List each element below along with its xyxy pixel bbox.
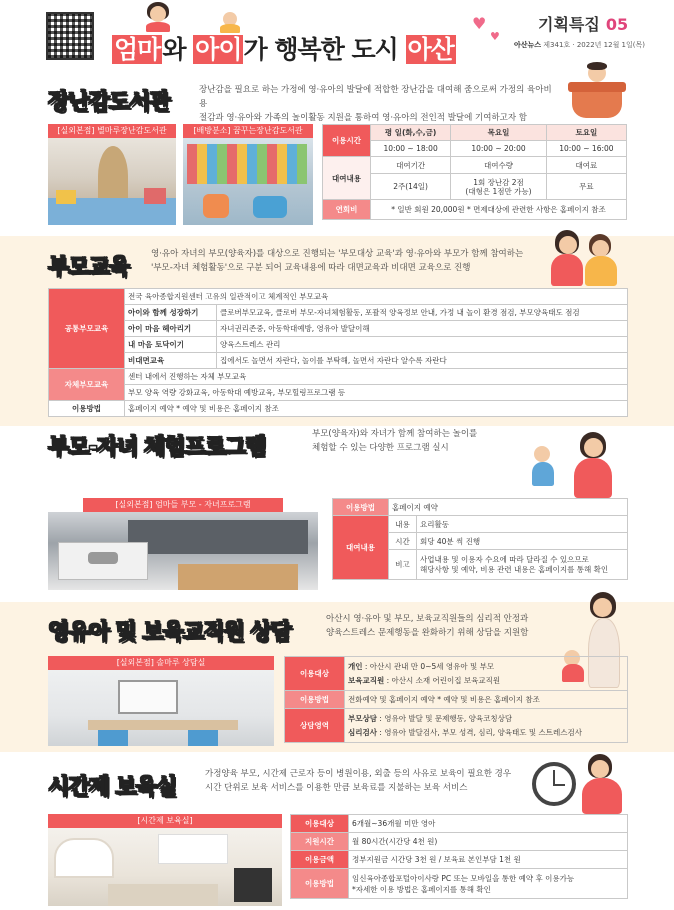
photo-caption: [실외본점] 솔마루 상담실	[48, 656, 274, 670]
daycare-key: 지원시간	[291, 833, 349, 851]
baby-illustration	[215, 10, 245, 34]
section-title-program: 부모-자녀 체험프로그램	[48, 435, 266, 460]
parent-edu-description	[151, 247, 531, 275]
section-title-counsel: 영유아 및 보육교직원 상담	[48, 620, 291, 645]
rent-fee-label: 대여료	[546, 157, 626, 174]
target-key: 개인	[348, 661, 363, 671]
photo-daycare	[48, 814, 282, 906]
rent-period-value: 2주(14일)	[371, 174, 451, 200]
common-edu-label: 공통부모교육	[49, 289, 125, 369]
mom-illustration	[143, 0, 173, 30]
desc-line: 절감과 영·유아와 가족의 놀이활동 지원을 통하여 영·유아의 전인적 발달에 기여하고자 함	[199, 113, 528, 123]
program-use-text: 홈페이지 예약	[389, 499, 628, 516]
clock-illustration	[530, 754, 628, 814]
program-table	[332, 498, 628, 580]
desc-line: 아산시 영·유아 및 부모, 보육교직원들의 심리적 안정과	[326, 614, 529, 624]
daycare-key: 이용방법	[291, 869, 349, 899]
issue-date: 제341호 · 2022년 12월 1일(목)	[543, 41, 645, 49]
target-value: : 아산시 소재 어린이집 보육교직원	[384, 675, 501, 685]
daycare-value: 6개월~36개월 미만 영아	[349, 815, 628, 833]
daycare-value: 임신육아종합포털아이사랑 PC 또는 모바일을 통한 예약 후 이용가능 *자세한 이용 방법은 홈페이지를 통해 확인	[349, 869, 628, 899]
desc-line: 장난감을 필요로 하는 가정에 영·유아의 발달에 적합한 장난감을 대여해 줌으로써 가정의 육아비용	[199, 85, 552, 109]
edu-text: 집에서도 놀면서 자란다, 놀이를 부탁해, 놀면서 자란다 알수록 자란다	[217, 353, 628, 369]
counsel-area-text	[345, 709, 628, 743]
desc-line: 체험할 수 있는 다양한 프로그램 실시	[312, 443, 449, 453]
section-title-daycare: 시간제 보육실	[48, 775, 177, 800]
title-part-child: 아이	[195, 35, 242, 64]
common-edu-intro: 전국 육아종합지원센터 고유의 일관적이고 체계적인 부모교육	[125, 289, 628, 305]
use-method-label: 이용방법	[49, 401, 125, 417]
daycare-key: 이용금액	[291, 851, 349, 869]
use-method-text: 홈페이지 예약 * 예약 및 비용은 홈페이지 참조	[125, 401, 628, 417]
desc-line: 영·유아 자녀의 부모(양육자)를 대상으로 진행되는 '부모대상 교육'과 영·유아와 부모가 함께 참여하는	[151, 249, 524, 259]
daycare-value: 월 80시간(시간당 4천 원)	[349, 833, 628, 851]
edu-name: 비대면교육	[125, 353, 217, 369]
counsel-target-line	[348, 674, 624, 688]
photo-caption: [실외본점] 엄마들 부모 - 자녀프로그램	[83, 498, 283, 512]
special-feature-label	[538, 12, 628, 35]
page-title	[112, 30, 456, 66]
rent-fee-value: 무료	[546, 174, 626, 200]
counsel-table	[284, 656, 628, 743]
page-number: 05	[605, 15, 629, 34]
special-label: 기획특집	[538, 15, 600, 34]
program-value: 요리활동	[417, 516, 628, 533]
counsel-area-label: 상담영역	[285, 709, 345, 743]
title-part-mom: 엄마	[114, 35, 161, 64]
area-key: 부모상담	[348, 713, 377, 723]
hours-saturday: 10:00 ~ 16:00	[546, 141, 626, 157]
program-key: 내용	[389, 516, 417, 533]
row-label-rent: 대여내용	[323, 157, 371, 200]
title-part-asan: 아산	[407, 35, 454, 64]
edu-text: 클로버부모교육, 클로버 부모-자녀체험활동, 포괄적 양육정보 안내, 가정 내 놀이 환경 점검, 부모양육태도 점검	[217, 305, 628, 321]
col-header-saturday: 토요일	[546, 125, 626, 141]
daycare-description	[205, 767, 525, 795]
rent-period-label: 대여기간	[371, 157, 451, 174]
program-key: 시간	[389, 533, 417, 550]
edu-name: 아이 마음 헤아리기	[125, 321, 217, 337]
desc-line: 부모(양육자)와 자녀가 함께 참여하는 놀이를	[312, 429, 478, 439]
title-part-and: 와	[162, 35, 194, 64]
photo-counsel-room	[48, 656, 274, 746]
hours-weekday: 10:00 ~ 18:00	[371, 141, 451, 157]
area-value: : 영유아 발달 및 문제행동, 양육코칭상담	[376, 713, 513, 723]
col-header-weekday: 평 일(화,수,금)	[371, 125, 451, 141]
program-key: 비고	[389, 550, 417, 580]
row-label-fee: 연회비	[323, 200, 371, 220]
area-key: 심리검사	[348, 727, 377, 737]
parent-edu-table	[48, 288, 628, 417]
toy-library-description	[199, 83, 559, 125]
edu-text: 양육스트레스 관리	[217, 337, 628, 353]
photo-program	[48, 498, 318, 590]
rent-qty-value: 1회 장난감 2점 (대형은 1점만 가능)	[451, 174, 547, 200]
counsel-area-line	[348, 712, 624, 726]
edu-name: 아이와 함께 성장하기	[125, 305, 217, 321]
section-title-parent-edu: 부모교육	[48, 255, 130, 280]
hours-thursday: 10:00 ~ 20:00	[451, 141, 547, 157]
counsel-description	[326, 612, 556, 640]
counsel-target-label: 이용대상	[285, 657, 345, 691]
counsel-use-text: 전화예약 및 홈페이지 예약 * 예약 및 비용은 홈페이지 참조	[345, 691, 628, 709]
daycare-key: 이용대상	[291, 815, 349, 833]
program-content-label: 대여내용	[333, 516, 389, 580]
row-label-hours: 이용시간	[323, 125, 371, 157]
program-use-label: 이용방법	[333, 499, 389, 516]
rent-qty-label: 대여수량	[451, 157, 547, 174]
photo-toy-library-main	[48, 124, 176, 225]
counsel-area-line	[348, 726, 624, 740]
edu-text: 자녀권리존중, 아동학대예방, 영유아 발달이해	[217, 321, 628, 337]
toy-library-table	[322, 124, 627, 220]
self-edu-row: 부모 양육 역량 강화교육, 아동학대 예방교육, 부모힐링프로그램 등	[125, 385, 628, 401]
title-part-happy-city: 가 행복한 도시	[243, 35, 406, 64]
col-header-thursday: 목요일	[451, 125, 547, 141]
annual-fee-text: * 일반 회원 20,000원 * 면제대상에 관련한 사항은 홈페이지 참조	[371, 200, 627, 220]
daycare-value: 정부지원금 시간당 3천 원 / 보육료 본인부담 1천 원	[349, 851, 628, 869]
issue-info	[514, 40, 645, 50]
counsel-use-label: 이용방법	[285, 691, 345, 709]
section-title-toy-library: 장난감도서관	[48, 90, 170, 115]
target-value: : 아산시 관내 만 0~5세 영유아 및 부모	[362, 661, 495, 671]
photo-toy-library-branch	[183, 124, 313, 225]
photo-caption: [시간제 보육실]	[48, 814, 282, 828]
self-edu-row: 센터 내에서 진행하는 자체 부모교육	[125, 369, 628, 385]
photo-caption: [배방분소] 꿈꾸는장난감도서관	[183, 124, 313, 138]
edu-name: 내 마음 토닥이기	[125, 337, 217, 353]
mother-child-illustration	[532, 432, 628, 498]
counsel-target-text	[345, 657, 628, 691]
desc-line: 시간 단위로 보육 서비스를 이용한 만큼 보육료를 지불하는 보육 서비스	[205, 783, 468, 793]
program-description	[312, 427, 532, 455]
qr-code	[46, 12, 94, 60]
area-value: : 영유아 발달검사, 부모 성격, 심리, 양육태도 및 스트레스검사	[376, 727, 582, 737]
parents-illustration	[545, 228, 629, 288]
target-key: 보육교직원	[348, 675, 385, 685]
photo-caption: [실외본점] 별마루장난감도서관	[48, 124, 176, 138]
desc-line: 가정양육 부모, 시간제 근로자 등이 병원이용, 외출 등의 사유로 보육이 필요한 경우	[205, 769, 512, 779]
paper-name: 아산뉴스	[514, 41, 542, 49]
daycare-table	[290, 814, 628, 899]
heart-icon: ♥	[472, 14, 487, 33]
heart-icon: ♥	[490, 30, 500, 43]
counsel-target-line	[348, 660, 624, 674]
desc-line: '부모-자녀 체험활동'으로 구분 되어 교육내용에 따라 대면교육과 비대면 교육으로 진행	[151, 263, 471, 273]
program-value: 사업내용 및 이용자 수요에 따라 달라질 수 있으므로 해당사항 및 예약, 비용 관련 내용은 홈페이지를 통해 확인	[417, 550, 628, 580]
self-edu-label: 자체부모교육	[49, 369, 125, 401]
program-value: 회당 40분 씩 진행	[417, 533, 628, 550]
desc-line: 양육스트레스 문제행동을 완화하기 위해 상담을 지원함	[326, 628, 529, 638]
plant-pot-illustration	[566, 64, 628, 118]
